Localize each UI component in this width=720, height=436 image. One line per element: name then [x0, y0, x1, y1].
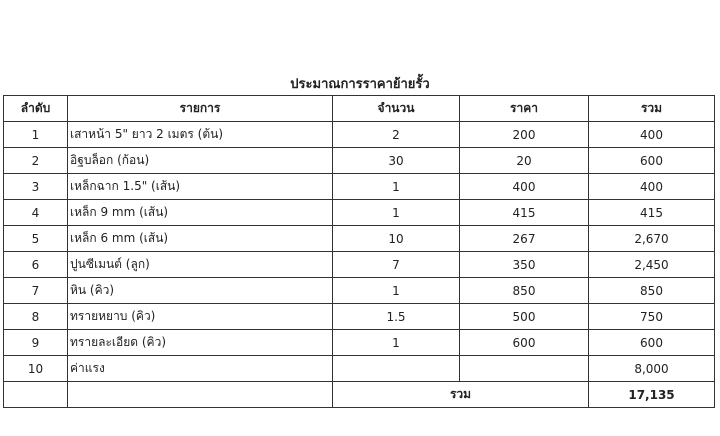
- cell-no: 10: [4, 356, 68, 382]
- cell-price: 200: [460, 122, 589, 148]
- cell-price: 400: [460, 174, 589, 200]
- cell-total: 2,450: [589, 252, 715, 278]
- cell-total: 2,670: [589, 226, 715, 252]
- table-row: [4, 278, 715, 304]
- cell-no: 2: [4, 148, 68, 174]
- cell-qty: 1.5: [333, 304, 460, 330]
- cell-qty: 1: [333, 330, 460, 356]
- cell-item: เหล็ก 6 mm (เส้น): [68, 226, 333, 252]
- cell-item: ค่าแรง: [68, 356, 333, 382]
- cell-total: 850: [589, 278, 715, 304]
- cell-no: 9: [4, 330, 68, 356]
- cell-qty: 1: [333, 200, 460, 226]
- cell-price: 267: [460, 226, 589, 252]
- table-row: [4, 148, 715, 174]
- cell-item: หิน (คิว): [68, 278, 333, 304]
- table-row: [4, 252, 715, 278]
- cell-price: [460, 356, 589, 382]
- cell-qty: [333, 356, 460, 382]
- cell-qty: 10: [333, 226, 460, 252]
- cell-no: 8: [4, 304, 68, 330]
- cell-item: เหล็ก 9 mm (เส้น): [68, 200, 333, 226]
- cell-no: 3: [4, 174, 68, 200]
- table-row: [4, 174, 715, 200]
- cell-price: 600: [460, 330, 589, 356]
- cell-qty: 30: [333, 148, 460, 174]
- cell-qty: 1: [333, 278, 460, 304]
- header-price: ราคา: [460, 96, 589, 122]
- header-qty: จำนวน: [333, 96, 460, 122]
- cell-total: 600: [589, 148, 715, 174]
- table-row: [4, 356, 715, 382]
- cell-price: 500: [460, 304, 589, 330]
- cell-price: 20: [460, 148, 589, 174]
- cell-total: 600: [589, 330, 715, 356]
- cell-no: 7: [4, 278, 68, 304]
- cell-qty: 2: [333, 122, 460, 148]
- cell-item: ทรายหยาบ (คิว): [68, 304, 333, 330]
- cell-item: เสาหน้า 5" ยาว 2 เมตร (ต้น): [68, 122, 333, 148]
- header-item: รายการ: [68, 96, 333, 122]
- cell-qty: 7: [333, 252, 460, 278]
- cell-price: 850: [460, 278, 589, 304]
- cell-total: 400: [589, 174, 715, 200]
- table-row: [4, 226, 715, 252]
- cell-total: 750: [589, 304, 715, 330]
- document-title: ประมาณการราคาย้ายรั้ว: [290, 77, 430, 92]
- summary-label: รวม: [333, 382, 589, 408]
- table-row: [4, 304, 715, 330]
- table-header-row: [4, 96, 715, 122]
- cell-item: ปูนซีเมนต์ (ลูก): [68, 252, 333, 278]
- cell-total: 400: [589, 122, 715, 148]
- cell-item: เหล็กฉาก 1.5" (เส้น): [68, 174, 333, 200]
- table-body: [4, 122, 715, 382]
- cell-total: 415: [589, 200, 715, 226]
- summary-empty-cell: [4, 382, 68, 408]
- price-estimate-table: [3, 95, 715, 408]
- cell-qty: 1: [333, 174, 460, 200]
- summary-total: 17,135: [589, 382, 715, 408]
- summary-row: [4, 382, 715, 408]
- table-row: [4, 330, 715, 356]
- cell-no: 4: [4, 200, 68, 226]
- header-no: ลำดับ: [4, 96, 68, 122]
- cell-no: 1: [4, 122, 68, 148]
- cell-no: 6: [4, 252, 68, 278]
- table-row: [4, 122, 715, 148]
- header-total: รวม: [589, 96, 715, 122]
- summary-empty-cell: [68, 382, 333, 408]
- cell-price: 350: [460, 252, 589, 278]
- cell-item: ทรายละเอียด (คิว): [68, 330, 333, 356]
- cell-item: อิฐบล็อก (ก้อน): [68, 148, 333, 174]
- cell-total: 8,000: [589, 356, 715, 382]
- cell-no: 5: [4, 226, 68, 252]
- table-row: [4, 200, 715, 226]
- cell-price: 415: [460, 200, 589, 226]
